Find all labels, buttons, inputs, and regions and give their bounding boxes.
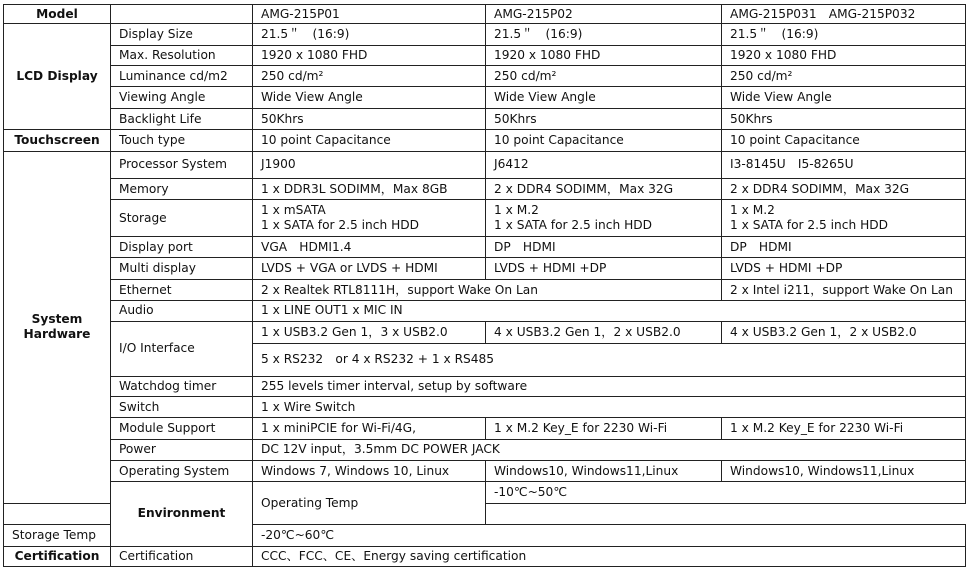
spec-label: Processor System	[111, 151, 253, 178]
spec-label: Audio	[111, 301, 253, 321]
spec-value: 10 point Capacitance	[253, 130, 486, 151]
empty-value-cell	[4, 503, 486, 524]
spec-value: J1900	[253, 151, 486, 178]
table-row	[4, 439, 966, 460]
spec-value: 1920 x 1080 FHD	[486, 45, 722, 65]
model-name-1: AMG-215P01	[253, 5, 486, 24]
spec-label: Module Support	[111, 418, 253, 439]
spec-value: 50Khrs	[253, 108, 486, 129]
table-row	[4, 482, 966, 503]
spec-value: 1 x M.2 Key_E for 2230 Wi-Fi	[722, 418, 966, 439]
table-row	[4, 301, 966, 321]
category-lcd-display: LCD Display	[4, 24, 111, 130]
spec-label: Storage	[111, 200, 253, 237]
spec-label: Max. Resolution	[111, 45, 253, 65]
table-row	[4, 237, 966, 258]
spec-label: Storage Temp	[4, 525, 111, 546]
spec-value: 1 x Wire Switch	[253, 396, 966, 417]
value-line: 1 x SATA for 2.5 inch HDD	[494, 218, 653, 233]
spec-value: 21.5＂ (16:9)	[253, 24, 486, 45]
category-environment: Environment	[111, 482, 253, 546]
spec-value: 2 x Intel i211，support Wake On Lan	[722, 279, 966, 300]
spec-label: Display Size	[111, 24, 253, 45]
spec-value: LVDS + HDMI +DP	[722, 258, 966, 279]
value-line: 1 x mSATA	[261, 203, 326, 218]
value-line: 1 x SATA for 2.5 inch HDD	[261, 218, 420, 233]
spec-label: Certification	[111, 546, 253, 566]
spec-value: DP HDMI	[486, 237, 722, 258]
spec-value: DP HDMI	[722, 237, 966, 258]
category-line: Hardware	[23, 327, 91, 342]
spec-value: Wide View Angle	[722, 87, 966, 108]
category-system-hardware	[4, 151, 111, 503]
spec-label: Ethernet	[111, 279, 253, 300]
spec-value: 2 x DDR4 SODIMM，Max 32G	[486, 179, 722, 200]
table-row	[4, 24, 966, 45]
table-row	[4, 396, 966, 417]
spec-label: Multi display	[111, 258, 253, 279]
spec-label: Backlight Life	[111, 108, 253, 129]
spec-value: 50Khrs	[486, 108, 722, 129]
spec-value: 250 cd/m²	[486, 66, 722, 87]
spec-label: Luminance cd/m2	[111, 66, 253, 87]
empty-header-cell	[111, 5, 253, 24]
spec-value: 1 x miniPCIE for Wi-Fi/4G,	[253, 418, 486, 439]
spec-value: 1 x LINE OUT1 x MIC IN	[253, 301, 966, 321]
spec-value: Wide View Angle	[253, 87, 486, 108]
value-line: 1 x M.2	[494, 203, 539, 218]
table-row	[4, 279, 966, 300]
model-header: Model	[4, 5, 111, 24]
spec-value: 21.5＂ (16:9)	[722, 24, 966, 45]
spec-value: 1920 x 1080 FHD	[253, 45, 486, 65]
spec-value: J6412	[486, 151, 722, 178]
spec-label: Operating Temp	[253, 482, 486, 525]
spec-value: I3-8145U I5-8265U	[722, 151, 966, 178]
table-row	[4, 151, 966, 178]
spec-value: 1 x DDR3L SODIMM，Max 8GB	[253, 179, 486, 200]
spec-value: CCC、FCC、CE、Energy saving certification	[253, 546, 966, 566]
spec-value: 1 x USB3.2 Gen 1，3 x USB2.0	[253, 321, 486, 343]
table-row	[4, 258, 966, 279]
spec-label: Viewing Angle	[111, 87, 253, 108]
spec-value: 5 x RS232 or 4 x RS232 + 1 x RS485	[253, 343, 966, 376]
spec-value	[486, 200, 722, 237]
table-row	[4, 130, 966, 151]
spec-value: 2 x Realtek RTL8111H，support Wake On Lan	[253, 279, 722, 300]
spec-label: I/O Interface	[111, 321, 253, 376]
spec-value: Windows 7, Windows 10, Linux	[253, 461, 486, 482]
spec-table	[3, 4, 966, 567]
spec-value: Windows10, Windows11,Linux	[486, 461, 722, 482]
spec-label: Operating System	[111, 461, 253, 482]
spec-value: VGA HDMI1.4	[253, 237, 486, 258]
table-row	[4, 45, 966, 65]
table-row	[4, 66, 966, 87]
spec-label: Switch	[111, 396, 253, 417]
table-row	[4, 179, 966, 200]
spec-value: 255 levels timer interval, setup by software	[253, 376, 966, 396]
spec-value: -10℃~50℃	[486, 482, 966, 503]
spec-value: 250 cd/m²	[253, 66, 486, 87]
spec-value	[722, 200, 966, 237]
spec-value: 250 cd/m²	[722, 66, 966, 87]
spec-value: 1 x M.2 Key_E for 2230 Wi-Fi	[486, 418, 722, 439]
model-name-3: AMG-215P031 AMG-215P032	[722, 5, 966, 24]
table-row	[4, 376, 966, 396]
spec-value: 4 x USB3.2 Gen 1，2 x USB2.0	[722, 321, 966, 343]
spec-value: Wide View Angle	[486, 87, 722, 108]
header-row	[4, 5, 966, 24]
category-certification: Certification	[4, 546, 111, 566]
spec-value: LVDS + VGA or LVDS + HDMI	[253, 258, 486, 279]
spec-value: 2 x DDR4 SODIMM，Max 32G	[722, 179, 966, 200]
table-row	[4, 546, 966, 566]
spec-value: DC 12V input，3.5mm DC POWER JACK	[253, 439, 966, 460]
category-line: System	[31, 312, 83, 327]
model-name-2: AMG-215P02	[486, 5, 722, 24]
table-row	[4, 418, 966, 439]
table-row	[4, 87, 966, 108]
spec-value: 21.5＂ (16:9)	[486, 24, 722, 45]
spec-label: Touch type	[111, 130, 253, 151]
spec-value: 10 point Capacitance	[486, 130, 722, 151]
spec-value: 10 point Capacitance	[722, 130, 966, 151]
value-line: 1 x M.2	[730, 203, 775, 218]
spec-value: 4 x USB3.2 Gen 1，2 x USB2.0	[486, 321, 722, 343]
spec-label: Display port	[111, 237, 253, 258]
spec-value: 1920 x 1080 FHD	[722, 45, 966, 65]
spec-label: Power	[111, 439, 253, 460]
spec-value: LVDS + HDMI +DP	[486, 258, 722, 279]
category-touchscreen: Touchscreen	[4, 130, 111, 151]
spec-value	[253, 200, 486, 237]
table-row	[4, 200, 966, 237]
table-row	[4, 108, 966, 129]
spec-value: Windows10, Windows11,Linux	[722, 461, 966, 482]
spec-label: Watchdog timer	[111, 376, 253, 396]
spec-value: -20℃~60℃	[253, 525, 966, 546]
spec-label: Memory	[111, 179, 253, 200]
table-row	[4, 461, 966, 482]
table-row	[4, 321, 966, 343]
value-line: 1 x SATA for 2.5 inch HDD	[730, 218, 889, 233]
spec-value: 50Khrs	[722, 108, 966, 129]
